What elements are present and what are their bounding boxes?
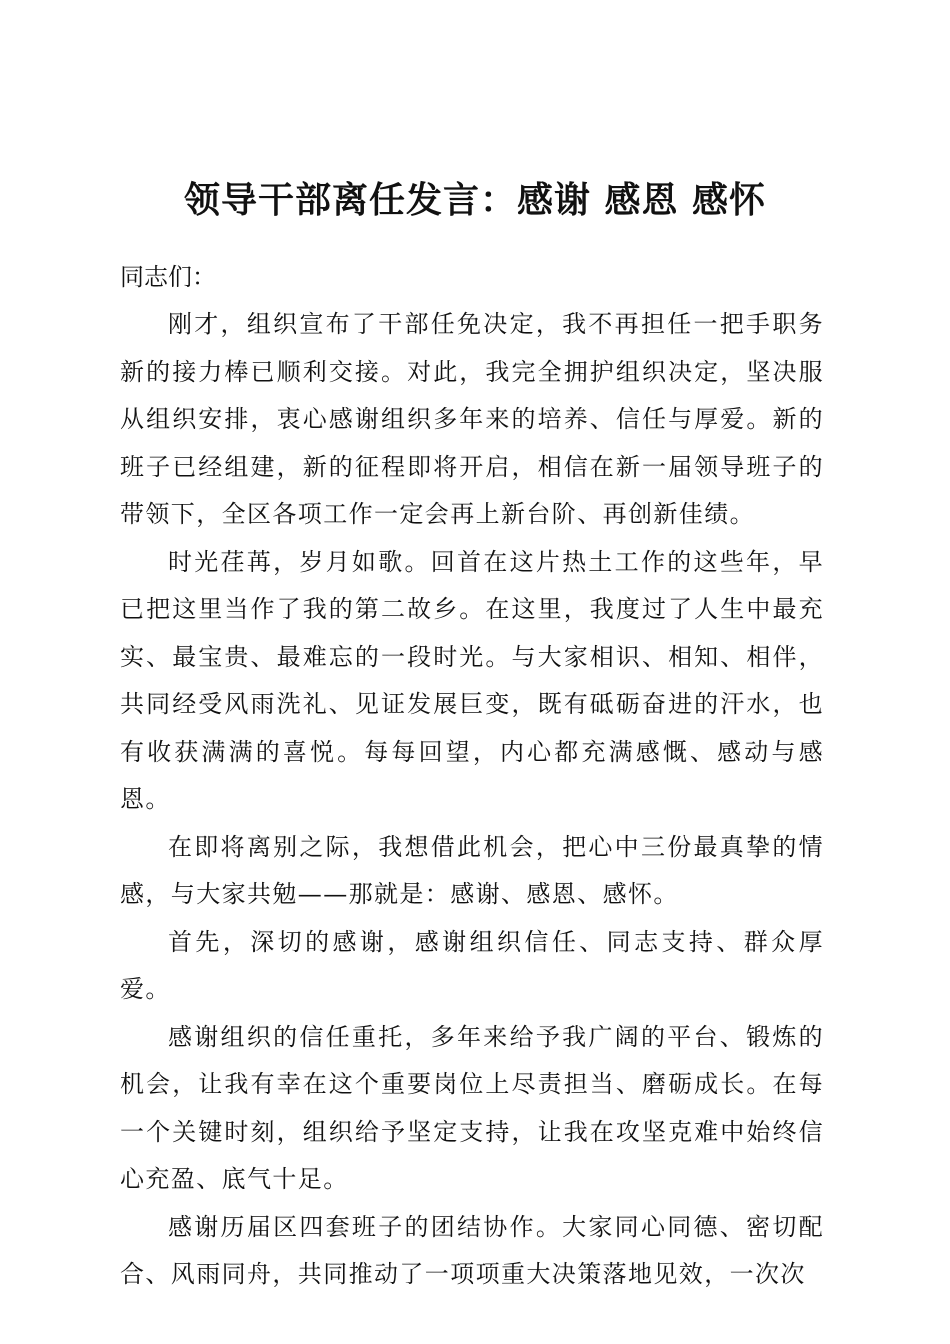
paragraph-2: 时光荏苒，岁月如歌。回首在这片热土工作的这些年，早已把这里当作了我的第二故乡。在这里，我度过了人生中最充实、最宝贵、最难忘的一段时光。与大家相识、相知、相伴，共同经受风雨洗礼、见证发展巨变，既有砥砺奋进的汗水，也有收获满满的喜悦。每每回望，内心都充满感慨、感动与感恩。 [120,547,824,813]
document-title: 领导干部离任发言：感谢 感恩 感怀 [183,179,767,221]
document-body [120,254,824,1299]
salutation: 同志们： [120,263,216,291]
paragraph-4: 首先，深切的感谢，感谢组织信任、同志支持、群众厚爱。 [120,927,824,1003]
paragraph-6: 感谢历届区四套班子的团结协作。大家同心同德、密切配合、风雨同舟，共同推动了一项项重大决策落地见效，一次次 [120,1212,824,1288]
paragraph-3: 在即将离别之际，我想借此机会，把心中三份最真挚的情感，与大家共勉——那就是：感谢、感恩、感怀。 [120,832,824,908]
paragraph-1: 刚才，组织宣布了干部任免决定，我不再担任一把手职务新的接力棒已顺利交接。对此，我完全拥护组织决定，坚决服从组织安排，衷心感谢组织多年来的培养、信任与厚爱。新的班子已经组建，新的征程即将开启，相信在新一届领导班子的带领下，全区各项工作一定会再上新台阶、再创新佳绩。 [120,310,824,528]
paragraph-5: 感谢组织的信任重托，多年来给予我广阔的平台、锻炼的机会，让我有幸在这个重要岗位上尽责担当、磨砺成长。在每一个关键时刻，组织给予坚定支持，让我在攻坚克难中始终信心充盈、底气十足。 [120,1022,824,1193]
